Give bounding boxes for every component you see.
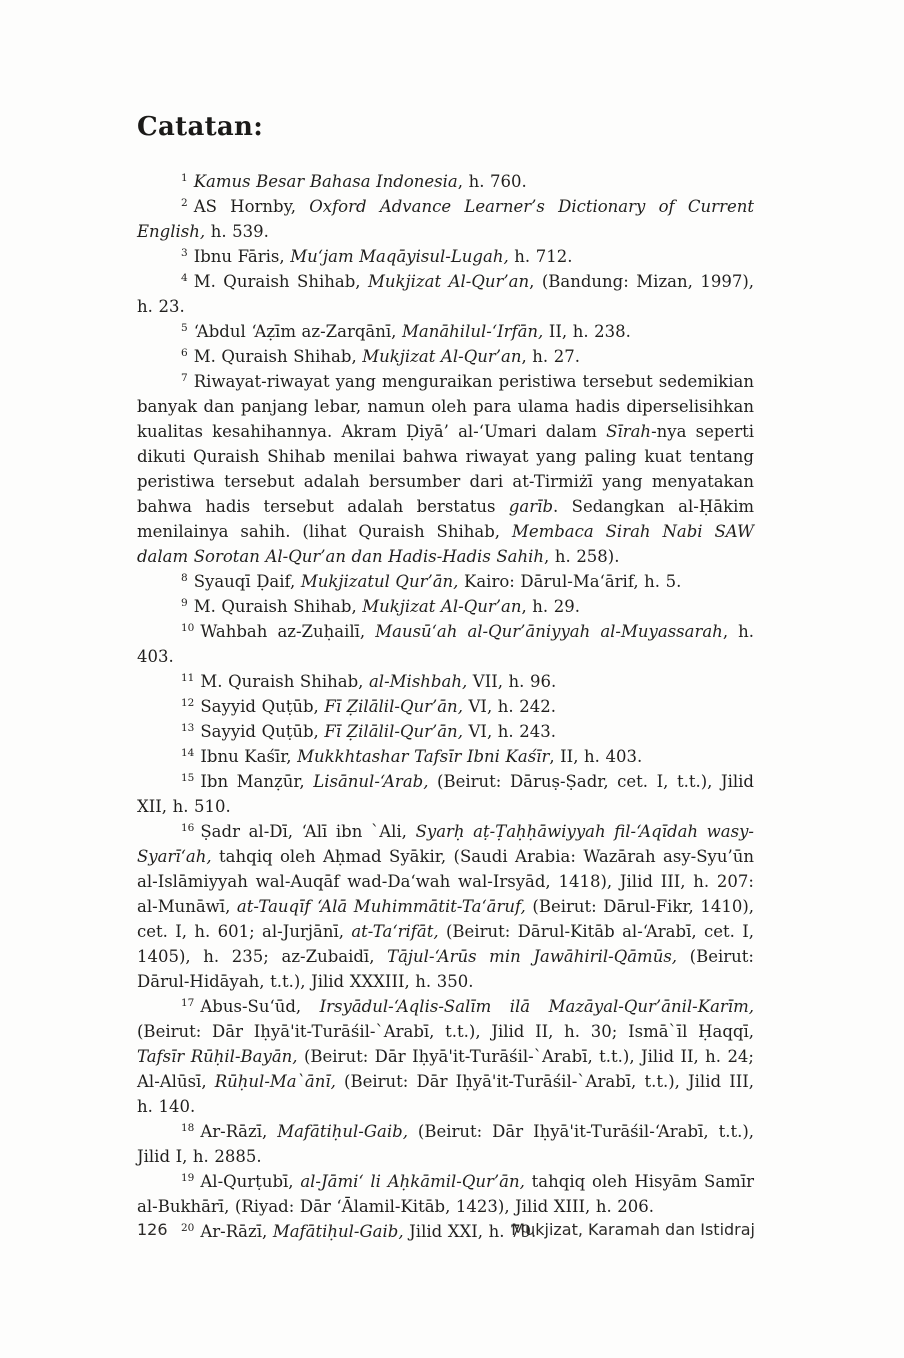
- footnote-italic-title: Syarḥ aṭ-Ṭaḥḥāwiyyah fil-‘Aqīdah wasy-Syarī‘ah,: [137, 822, 754, 866]
- footnote: [137, 369, 754, 569]
- footnote-text: VII, h. 96.: [467, 672, 557, 691]
- footnote: [137, 1169, 754, 1219]
- footnote: [137, 319, 754, 344]
- footnote-text: (Beirut: Dār Iḥyā'it-Turāśil-`Arabī, t.t.), Jilid II, h. 30; Ismā`īl Ḥaqqī,: [137, 1022, 754, 1041]
- footnote-italic-title: at-Ta‘rifāt,: [351, 922, 439, 941]
- footnote-text: Ar-Rāzī,: [200, 1222, 273, 1241]
- footnote: [137, 269, 754, 319]
- footnote: [137, 344, 754, 369]
- footnote-text: Sayyid Quṭūb,: [200, 697, 325, 716]
- footnote-italic-title: al-Jāmi‘ li Aḥkāmil-Qur’ān,: [300, 1172, 525, 1191]
- footnote-number: 16: [181, 822, 195, 834]
- notes-list: [137, 169, 754, 1244]
- notes-section: [137, 112, 754, 1244]
- footnote-text: Abus-Su‘ūd,: [200, 997, 320, 1016]
- footnote: [137, 569, 754, 594]
- page-footer: [137, 1220, 755, 1239]
- footnote-number: 14: [181, 747, 195, 759]
- footnote-text: AS Hornby,: [193, 197, 310, 216]
- footnote-text: , h. 258).: [544, 547, 620, 566]
- footnote-number: 15: [181, 772, 195, 784]
- footnote-text: (Beirut: Dārul-Fikr, 1410), cet. I, h. 601; al-Jurjānī,: [137, 897, 755, 941]
- footnote-text: , h. 760.: [457, 172, 527, 191]
- footnote: [137, 819, 754, 994]
- footnote-text: VI, h. 242.: [462, 697, 556, 716]
- footnote-text: II, h. 238.: [543, 322, 631, 341]
- footnote-number: 18: [181, 1122, 195, 1134]
- footnote-text: Sayyid Quṭūb,: [200, 722, 325, 741]
- footnote: [137, 719, 754, 744]
- footnote-text: -nya seperti dikuti Quraish Shihab menilai bahwa riwayat yang paling kuat tentang peristiwa tersebut adalah bersumber dari at-Tirmiżī yang menyatakan bahwa hadis tersebut adalah berstatus: [137, 422, 754, 516]
- book-title: Mukjizat, Karamah dan Istidraj: [511, 1220, 755, 1239]
- footnote: [137, 694, 754, 719]
- footnote-italic-title: Mausū‘ah al-Qur’āniyyah al-Muyassarah: [375, 622, 723, 641]
- footnote-text: tahqiq oleh Aḥmad Syākir, (Saudi Arabia: Wazārah asy-Syu’ūn al-Islāmiyyah wal-Auqāf wad-Da‘wah wal-Irsyād, 1418), Jilid III, h. 207: al-Munāwī,: [137, 847, 754, 916]
- footnote-number: 3: [181, 247, 188, 259]
- footnote-text: VI, h. 243.: [462, 722, 556, 741]
- footnote-text: Riwayat-riwayat yang menguraikan peristiwa tersebut sedemikian banyak dan panjang lebar, namun oleh para ulama hadis diperselisihkan kualitas kesahihannya. Akram Ḍiyā’ al-‘Umari dalam: [137, 372, 754, 441]
- footnote-number: 20: [181, 1222, 195, 1234]
- footnote-italic-title: Lisānul-‘Arab,: [313, 772, 429, 791]
- footnote-number: 10: [181, 622, 195, 634]
- footnote-text: M. Quraish Shihab,: [193, 272, 369, 291]
- footnote-text: Al-Qurṭubī,: [200, 1172, 301, 1191]
- footnote-text: , h. 27.: [521, 347, 580, 366]
- footnote-text: (Beirut: Dāruṣ-Ṣadr, cet. I, t.t.), Jilid XII, h. 510.: [137, 772, 754, 816]
- footnote-italic-title: Mafātiḥul-Gaib,: [277, 1122, 408, 1141]
- footnote-text: M. Quraish Shihab,: [193, 347, 363, 366]
- footnote-italic-title: Mukjizat Al-Qur’an: [368, 272, 530, 291]
- footnote-number: 6: [181, 347, 188, 359]
- footnote-text: , (Bandung: Mizan, 1997), h. 23.: [137, 272, 754, 316]
- footnote-italic-title: Oxford Advance Learner’s Dictionary of Current English,: [137, 197, 754, 241]
- footnote-number: 11: [181, 672, 195, 684]
- footnote: [137, 594, 754, 619]
- footnote-number: 12: [181, 697, 195, 709]
- footnote-italic-title: Mafātiḥul-Gaib,: [272, 1222, 404, 1241]
- footnote-italic-title: Mukjizatul Qur’ān,: [300, 572, 459, 591]
- footnote-text: tahqiq oleh Hisyām Samīr al-Bukhārī, (Riyad: Dār ‘Ālamil-Kitāb, 1423), Jilid XIII, h. 206.: [137, 1172, 754, 1216]
- footnote-number: 13: [181, 722, 195, 734]
- footnote-italic-title: Kamus Besar Bahasa Indonesia: [193, 172, 458, 191]
- footnote-number: 4: [181, 272, 188, 284]
- footnote: [137, 169, 754, 194]
- footnote-italic-title: Mu‘jam Maqāyisul-Lugah,: [290, 247, 509, 266]
- footnote-text: Ibnu Fāris,: [193, 247, 291, 266]
- footnote-number: 2: [181, 197, 188, 209]
- page-title: Catatan:: [137, 112, 264, 142]
- footnote-text: h. 539.: [205, 222, 269, 241]
- footnote: [137, 744, 754, 769]
- footnote-number: 17: [181, 997, 195, 1009]
- footnote-number: 5: [181, 322, 188, 334]
- footnote-italic-title: Irsyādul-‘Aqlis-Salīm ilā Mazāyal-Qur’ānil-Karīm,: [319, 997, 754, 1016]
- footnote-number: 8: [181, 572, 188, 584]
- footnote: [137, 244, 754, 269]
- footnote-italic-title: al-Mishbah,: [368, 672, 468, 691]
- footnote-text: Ibn Manẓūr,: [200, 772, 314, 791]
- footnote-italic-title: Mukjizat Al-Qur’an: [362, 597, 522, 616]
- footnote-italic-title: Mukkhtashar Tafsīr Ibni Kaśīr: [297, 747, 550, 766]
- footnote-text: (Beirut: Dārul-Hidāyah, t.t.), Jilid XXXIII, h. 350.: [137, 947, 754, 991]
- footnote: [137, 194, 754, 244]
- footnote-text: h. 712.: [508, 247, 573, 266]
- footnote-italic-title: Fī Ẓilālil-Qur’ān,: [324, 722, 463, 741]
- footnote-italic-title: Tafsīr Rūḥil-Bayān,: [137, 1047, 298, 1066]
- footnote-text: M. Quraish Shihab,: [200, 672, 369, 691]
- footnote-text: Ṣadr al-Dī, ‘Alī ibn `Ali,: [200, 822, 416, 841]
- footnote-italic-title: Fī Ẓilālil-Qur’ān,: [324, 697, 463, 716]
- footnote-text: (Beirut: Dārul-Kitāb al-‘Arabī, cet. I, 1405), h. 235; az-Zubaidī,: [137, 922, 754, 966]
- footnote-text: Syauqī Ḍaif,: [193, 572, 301, 591]
- footnote-number: 19: [181, 1172, 195, 1184]
- footnote: [137, 769, 754, 819]
- footnote-text: Wahbah az-Zuḥailī,: [200, 622, 376, 641]
- footnote: [137, 619, 754, 669]
- footnote-text: (Beirut: Dār Iḥyā'it-Turāśil-`Arabī, t.t.), Jilid II, h. 24; Al-Alūsī,: [137, 1047, 754, 1091]
- page-number: 126: [137, 1220, 168, 1239]
- footnote-italic-title: Mukjizat Al-Qur’an: [362, 347, 522, 366]
- footnote-text: Jilid XXI, h. 79.: [403, 1222, 537, 1241]
- footnote-text: (Beirut: Dār Iḥyā'it-Turāśil-`Arabī, t.t.), Jilid III, h. 140.: [137, 1072, 754, 1116]
- footnote-italic-title: garīb: [508, 497, 554, 516]
- footnote: [137, 1119, 754, 1169]
- footnote-italic-title: Rūḥul-Ma`ānī,: [214, 1072, 336, 1091]
- footnote: [137, 669, 754, 694]
- footnote-number: 1: [181, 172, 188, 184]
- footnote-italic-title: Membaca Sirah Nabi SAW dalam Sorotan Al-Qur’an dan Hadis-Hadis Sahih: [137, 522, 754, 566]
- footnote-text: ‘Abdul ‘Aẓīm az-Zarqānī,: [193, 322, 402, 341]
- footnote-italic-title: at-Tauqīf ‘Alā Muhimmātit-Ta‘āruf,: [236, 897, 526, 916]
- footnote-number: 7: [181, 372, 188, 384]
- footnote-text: Ibnu Kaśīr,: [200, 747, 298, 766]
- footnote-text: . Sedangkan al-Ḥākim menilainya sahih. (lihat Quraish Shihab,: [137, 497, 754, 541]
- footnote-italic-title: Tājul-‘Arūs min Jawāhiril-Qāmūs,: [387, 947, 678, 966]
- footnote-italic-title: Manāhilul-‘Irfān,: [401, 322, 544, 341]
- footnote: [137, 994, 754, 1119]
- footnote-text: M. Quraish Shihab,: [193, 597, 363, 616]
- footnote-number: 9: [181, 597, 188, 609]
- footnote-text: , II, h. 403.: [549, 747, 643, 766]
- footnote-text: (Beirut: Dār Iḥyā'it-Turāśil-‘Arabī, t.t.), Jilid I, h. 2885.: [137, 1122, 754, 1166]
- footnote-text: , h. 29.: [521, 597, 580, 616]
- footnote-text: Kairo: Dārul-Ma‘ārif, h. 5.: [458, 572, 682, 591]
- footnote-text: Ar-Rāzī,: [200, 1122, 278, 1141]
- footnote-italic-title: Sīrah: [606, 422, 652, 441]
- footnote-text: , h. 403.: [137, 622, 754, 666]
